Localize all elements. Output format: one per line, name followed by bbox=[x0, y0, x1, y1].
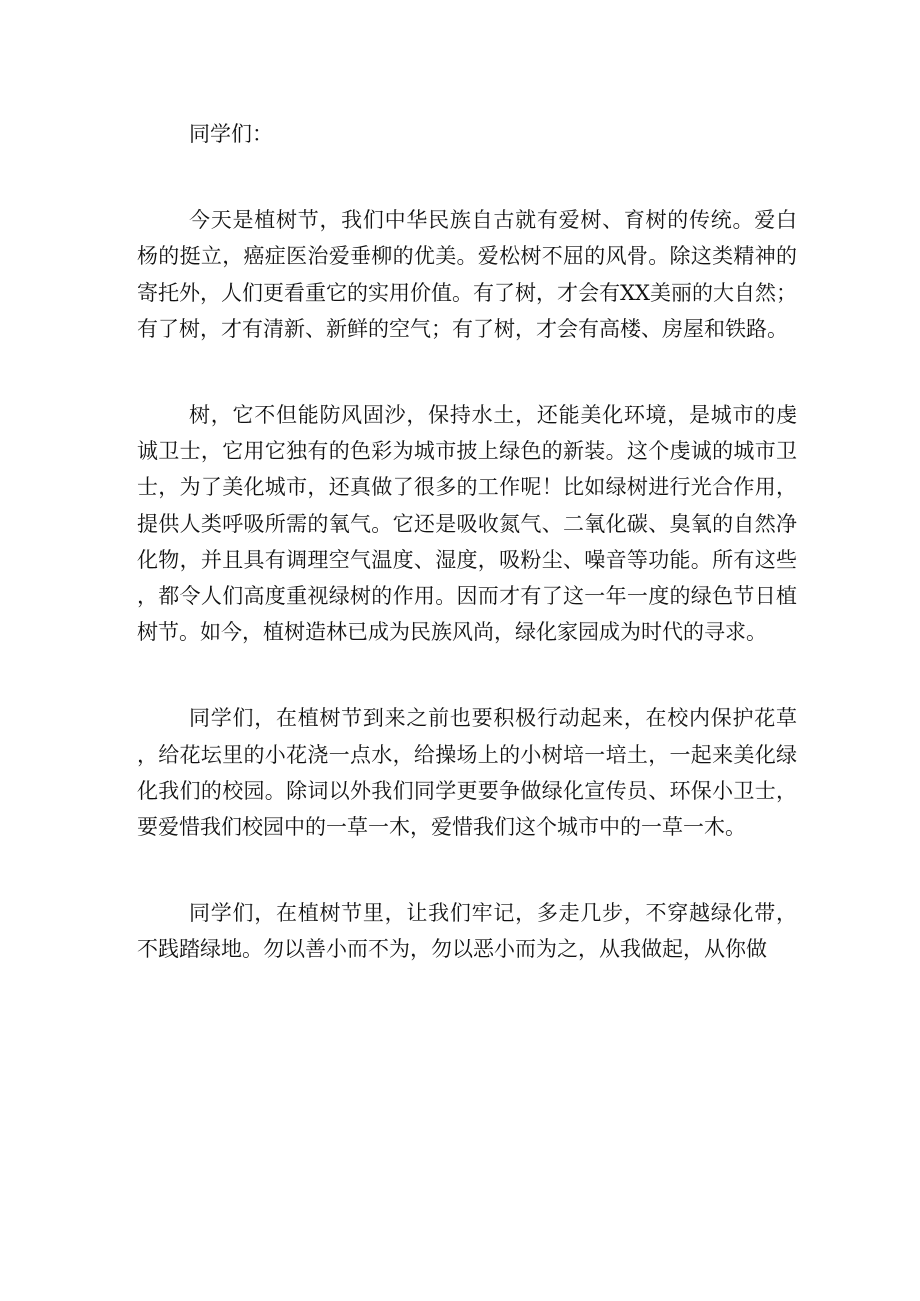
paragraph-1: 今天是植树节，我们中华民族自古就有爱树、育树的传统。爱白杨的挺立，癌症医治爱垂柳的优美。爱松树不屈的风骨。除这类精神的寄托外，人们更看重它的实用价值。有了树，才会有XX美丽的大自然；有了树，才有清新、新鲜的空气；有了树，才会有高楼、房屋和铁路。 bbox=[137, 208, 797, 341]
salutation: 同学们： bbox=[189, 122, 273, 146]
paragraph-2: 树，它不但能防风固沙，保持水土，还能美化环境，是城市的虔诚卫士，它用它独有的色彩为城市披上绿色的新装。这个虔诚的城市卫士，为了美化城市，还真做了很多的工作呢！比如绿树进行光合作用，提供人类呼吸所需的氧气。它还是吸收氮气、二氧化碳、臭氧的自然净化物，并且具有调理空气温度、湿度，吸粉尘、噪音等功能。所有这些，都令人们高度重视绿树的作用。因而才有了这一年一度的绿色节日植树节。如今，植树造林已成为民族风尚，绿化家园成为时代的寻求。 bbox=[137, 403, 797, 645]
document-body bbox=[137, 116, 797, 1018]
paragraph-3: 同学们，在植树节到来之前也要积极行动起来，在校内保护花草，给花坛里的小花浇一点水，给操场上的小树培一培土，一起来美化绿化我们的校园。除词以外我们同学更要争做绿化宣传员、环保小卫士，要爱惜我们校园中的一草一木，爱惜我们这个城市中的一草一木。 bbox=[137, 706, 797, 840]
paragraph-4: 同学们，在植树节里，让我们牢记，多走几步，不穿越绿化带，不践踏绿地。勿以善小而不为，勿以恶小而为之，从我做起，从你做 bbox=[137, 901, 797, 962]
